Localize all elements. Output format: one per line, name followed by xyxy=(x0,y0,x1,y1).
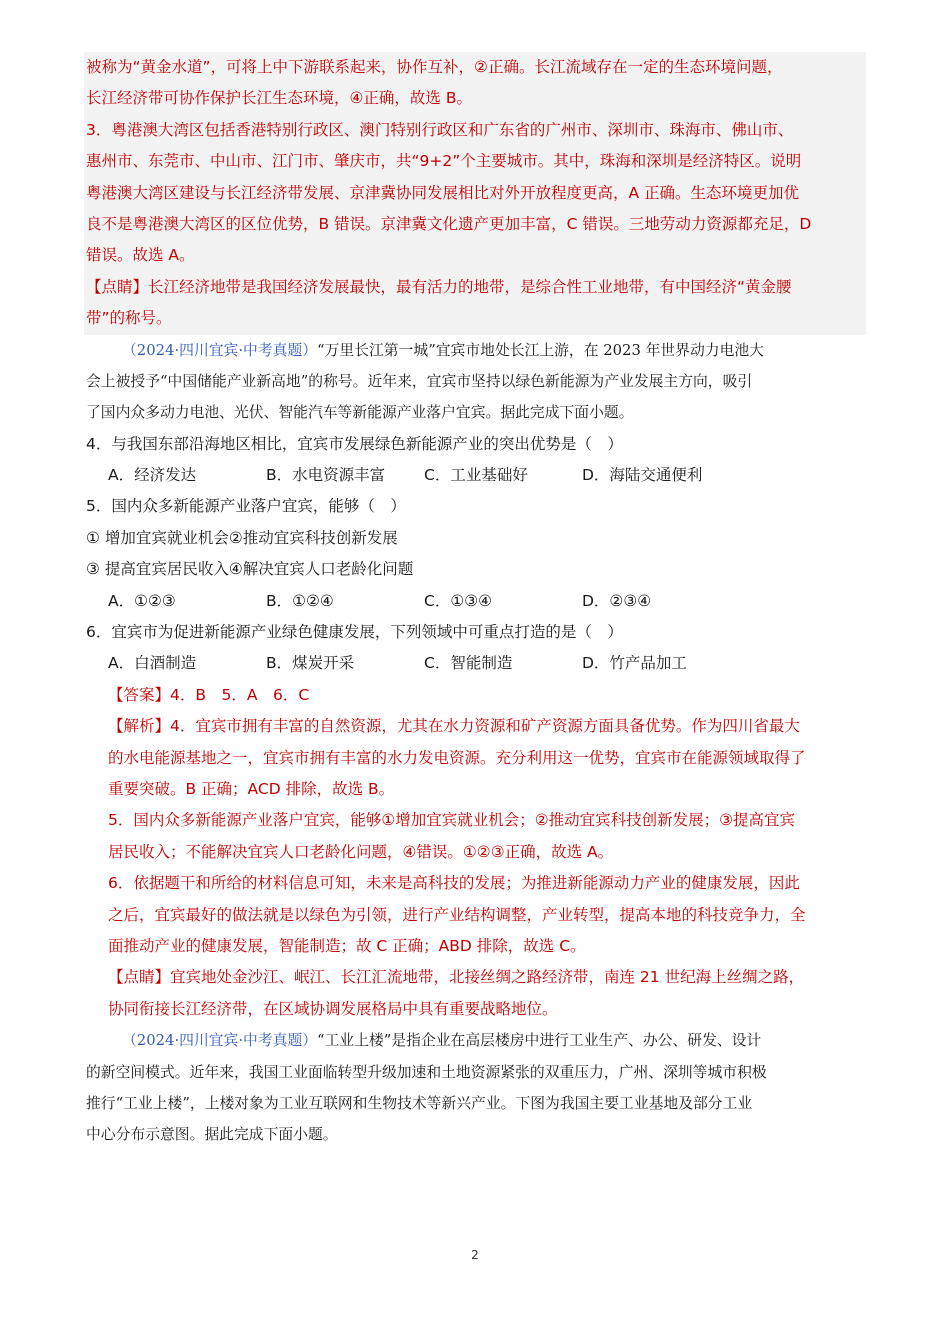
source-tag: （2024·四川宜宾·中考真题） xyxy=(122,341,318,359)
analysis-line: 的水电能源基地之一，宜宾市拥有丰富的水力发电资源。充分利用这一优势，宜宾市在能源领域取得了 xyxy=(108,748,806,767)
option-d[interactable]: D．海陆交通便利 xyxy=(582,466,703,485)
question-stem: 6．宜宾市为促进新能源产业绿色健康发展，下列领域中可重点打造的是（ ） xyxy=(86,623,623,642)
answer-block xyxy=(86,680,866,1025)
page-content xyxy=(86,52,866,1151)
question-5 xyxy=(86,491,866,617)
analysis-line: 被称为“黄金水道”，可将上中下游联系起来，协作互补，②正确。长江流域存在一定的生态环境问题， xyxy=(86,58,783,76)
analysis-line: 5．国内众多新能源产业落户宜宾，能够①增加宜宾就业机会；②推动宜宾科技创新发展；③提高宜宾 xyxy=(108,811,796,830)
question-4 xyxy=(86,429,866,492)
material-line: 推行“工业上楼”，上楼对象为工业互联网和生物技术等新兴产业。下图为我国主要工业基地及部分工业 xyxy=(86,1094,753,1112)
material-text: “工业上楼”是指企业在高层楼房中进行工业生产、办公、研发、设计 xyxy=(317,1032,762,1050)
analysis-line: 长江经济带可协作保护长江生态环境，④正确，故选 B。 xyxy=(86,89,472,108)
option-a[interactable]: A．白酒制造 xyxy=(108,654,197,673)
previous-analysis-block xyxy=(84,52,866,335)
option-c[interactable]: C．工业基础好 xyxy=(424,466,528,485)
material-line: 了国内众多动力电池、光伏、智能汽车等新能源产业落户宜宾。据此完成下面小题。 xyxy=(86,404,634,422)
material-text: “万里长江第一城”宜宾市地处长江上游，在 2023 年世界动力电池大 xyxy=(317,341,764,359)
option-b[interactable]: B．煤炭开采 xyxy=(266,654,355,673)
option-row xyxy=(86,648,866,679)
question-6 xyxy=(86,617,866,680)
material-line: 中心分布示意图。据此完成下面小题。 xyxy=(86,1126,338,1144)
material-paragraph-2 xyxy=(86,1025,866,1151)
analysis-line: 重要突破。B 正确；ACD 排除，故选 B。 xyxy=(108,779,395,798)
material-line xyxy=(86,335,866,366)
analysis-line: 之后，宜宾最好的做法就是以绿色为引领，进行产业结构调整，产业转型，提高本地的科技竞争力，全 xyxy=(108,905,806,924)
option-d[interactable]: D．竹产品加工 xyxy=(582,654,687,673)
comment-line: 【点睛】长江经济地带是我国经济发展最快，最有活力的地带，是综合性工业地带，有中国经济“黄金腰 xyxy=(86,277,792,296)
comment-line: 协同衔接长江经济带，在区域协调发展格局中具有重要战略地位。 xyxy=(108,999,558,1018)
question-stem: 5．国内众多新能源产业落户宜宾，能够（ ） xyxy=(86,497,406,516)
answer-line: 【答案】4．B 5．A 6．C xyxy=(108,685,310,704)
analysis-line: 错误。故选 A。 xyxy=(86,246,195,265)
material-line: 会上被授予“中国储能产业新高地”的称号。近年来，宜宾市坚持以绿色新能源为产业发展主方向，吸引 xyxy=(86,372,753,390)
analysis-line: 居民收入；不能解决宜宾人口老龄化问题，④错误。①②③正确，故选 A。 xyxy=(108,842,614,861)
material-line: 的新空间模式。近年来，我国工业面临转型升级加速和土地资源紧张的双重压力，广州、深圳等城市积极 xyxy=(86,1063,767,1081)
option-row xyxy=(86,586,866,617)
question-stem: 4．与我国东部沿海地区相比，宜宾市发展绿色新能源产业的突出优势是（ ） xyxy=(86,434,623,453)
analysis-line: 良不是粤港澳大湾区的区位优势，B 错误。京津冀文化遗产更加丰富，C 错误。三地劳动力资源都充足，D xyxy=(86,214,812,233)
option-d[interactable]: D．②③④ xyxy=(582,591,652,610)
source-tag: （2024·四川宜宾·中考真题） xyxy=(122,1032,318,1050)
option-row xyxy=(86,460,866,491)
option-b[interactable]: B．①②④ xyxy=(266,591,334,610)
option-c[interactable]: C．智能制造 xyxy=(424,654,513,673)
option-a[interactable]: A．①②③ xyxy=(108,591,176,610)
question-item: ① 增加宜宾就业机会②推动宜宾科技创新发展 xyxy=(86,528,398,547)
analysis-line: 【解析】4．宜宾市拥有丰富的自然资源，尤其在水力资源和矿产资源方面具备优势。作为四川省最大 xyxy=(108,717,800,736)
material-line xyxy=(86,1025,866,1056)
comment-line: 带”的称号。 xyxy=(86,309,172,328)
material-paragraph-1 xyxy=(86,335,866,429)
option-b[interactable]: B．水电资源丰富 xyxy=(266,466,386,485)
option-c[interactable]: C．①③④ xyxy=(424,591,493,610)
option-a[interactable]: A．经济发达 xyxy=(108,466,197,485)
comment-line: 【点睛】宜宾地处金沙江、岷江、长江汇流地带，北接丝绸之路经济带，南连 21 世纪海上丝绸之路， xyxy=(108,968,805,987)
analysis-line: 惠州市、东莞市、中山市、江门市、肇庆市，共“9+2”个主要城市。其中，珠海和深圳是经济特区。说明 xyxy=(86,152,802,171)
page-number: 2 xyxy=(471,1248,479,1262)
analysis-line: 6．依据题干和所给的材料信息可知，未来是高科技的发展；为推进新能源动力产业的健康发展，因此 xyxy=(108,874,800,893)
analysis-line: 面推动产业的健康发展，智能制造；故 C 正确；ABD 排除，故选 C。 xyxy=(108,936,586,955)
question-item: ③ 提高宜宾居民收入④解决宜宾人口老龄化问题 xyxy=(86,560,414,579)
analysis-line: 粤港澳大湾区建设与长江经济带发展、京津冀协同发展相比对外开放程度更高，A 正确。生态环境更加优 xyxy=(86,183,800,202)
analysis-line: 3．粤港澳大湾区包括香港特别行政区、澳门特别行政区和广东省的广州市、深圳市、珠海市、佛山市、 xyxy=(86,120,794,139)
